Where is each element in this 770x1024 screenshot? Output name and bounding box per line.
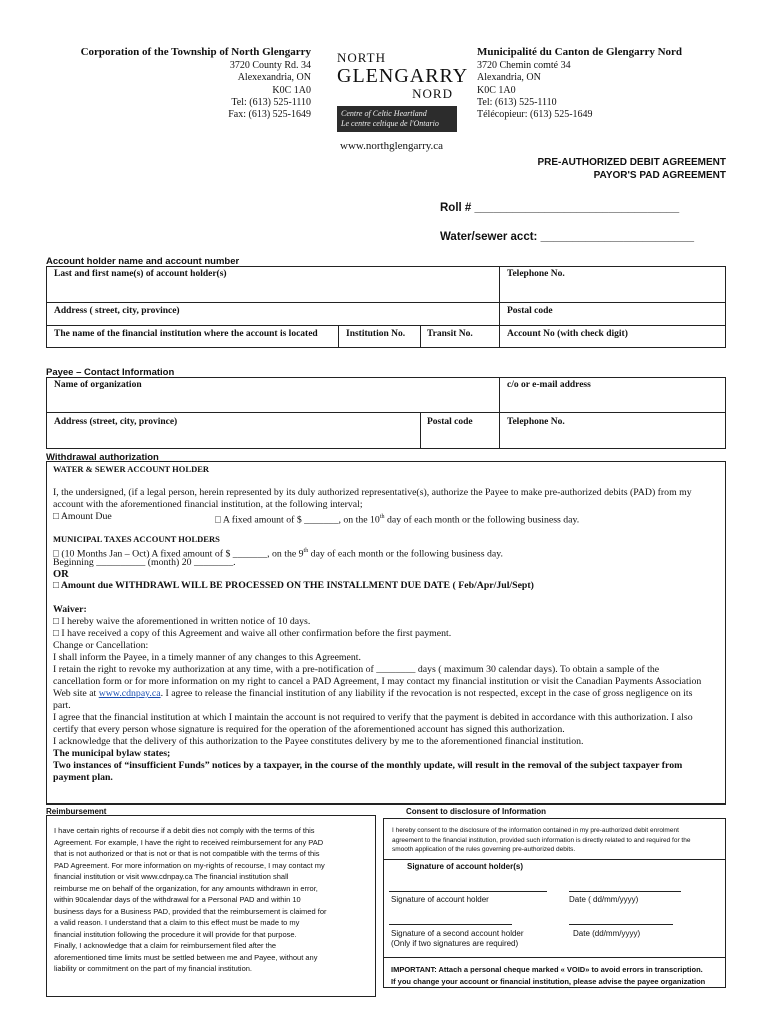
payee-section-label: Payee – Contact Information xyxy=(46,367,175,378)
ten-month-checkbox[interactable]: □ (10 Months Jan – Oct) A fixed amount of $ _______, on the 9th day of each month or the following business day. xyxy=(53,548,503,560)
payee-address-field[interactable]: Address (street, city, province) xyxy=(54,417,178,427)
address-line: Tel: (613) 525-1110 xyxy=(477,96,557,108)
logo-script-fr: Le centre celtique de l'Ontario xyxy=(341,119,439,128)
payee-organization-field[interactable]: Name of organization xyxy=(54,380,142,390)
text-line: Finally, I acknowledge that a claim for reimbursement filed after the xyxy=(54,941,277,950)
logo-script-banner xyxy=(337,106,457,132)
waiver-heading: Waiver: xyxy=(53,604,87,615)
signature-2-field[interactable]: Signature of a second account holder xyxy=(391,929,524,938)
consent-text xyxy=(392,826,690,855)
text-line: aforementioned time limits must be settled between me and Payee, without any xyxy=(54,952,318,962)
text-line: agreement to the financial institution, provided such information is directly related to and required for the xyxy=(392,836,691,844)
address-line: K0C 1A0 xyxy=(272,84,311,96)
signature-1-field[interactable]: Signature of account holder xyxy=(391,895,489,904)
consent-section-label: Consent to disclosure of Information xyxy=(406,807,547,816)
authorization-paragraph-2: account with the aforementioned financial institution, at the following interval; xyxy=(53,499,363,510)
installment-due-checkbox[interactable]: □ Amount due WITHDRAWL WILL BE PROCESSED ON THE INSTALLMENT DUE DATE ( Feb/Apr/Jul/Sept) xyxy=(53,580,534,591)
address-line: 3720 Chemin comté 34 xyxy=(477,60,571,72)
amount-due-checkbox[interactable]: □ Amount Due xyxy=(53,511,112,522)
text-line: financial institution following the procedure it will provide for that purpose. xyxy=(54,929,297,939)
withdrawal-section-label: Withdrawal authorization xyxy=(46,452,159,463)
authorization-paragraph-1: I, the undersigned, (if a legal person, herein represented by its duly authorized representative(s), authorize the Payee to make pre-authorized debits (PAD) from my xyxy=(53,487,692,498)
bylaw-line-1: Two instances of “insufficient Funds” notices by a taxpayer, in the course of the monthly update, will result in the removal of the subject taxpayer from xyxy=(53,760,683,771)
text-line: business days for a Business PAD, provided that the reimbursement is claimed for xyxy=(54,906,327,916)
text-line: I have certain rights of recourse if a debit dies not comply with the terms of this xyxy=(54,826,315,835)
municipalite-name: Municipalité du Canton de Glengarry Nord xyxy=(477,46,683,58)
text-line: I hereby consent to the disclosure of the information contained in my pre-authorized debit enrolment xyxy=(392,827,679,834)
payee-telephone-field[interactable]: Telephone No. xyxy=(507,417,565,427)
water-sewer-heading: WATER & SEWER ACCOUNT HOLDER xyxy=(53,464,210,474)
text-line: within 90calendar days of the withdrawal for a Personal PAD and within 10 xyxy=(54,895,301,904)
fixed-amount-checkbox[interactable]: □ A fixed amount of $ _______, on the 10th day of each month or the following business day. xyxy=(215,514,580,526)
municipal-taxes-heading: MUNICIPAL TAXES ACCOUNT HOLDERS xyxy=(53,534,220,544)
change-cancellation-heading: Change or Cancellation: xyxy=(53,640,149,651)
header-right-address xyxy=(477,46,757,121)
account-holder-postal-field[interactable]: Postal code xyxy=(507,306,553,316)
text-line xyxy=(53,688,692,700)
header-left-address xyxy=(0,46,311,121)
address-line: Fax: (613) 525-1649 xyxy=(228,109,311,121)
text-line: smooth application of the rules governing pre-authorized debits. xyxy=(392,846,576,853)
north-glengarry-logo xyxy=(337,50,469,132)
title-line-1: PRE-AUTHORIZED DEBIT AGREEMENT xyxy=(537,157,726,168)
financial-institution-name-field[interactable]: The name of the financial institution where the account is located xyxy=(54,329,318,339)
text-line: Agreement. For example, I have the right to received reimbursement for any PAD xyxy=(54,837,324,847)
text-line: a valid reason. I understand that a claim to this effect must be made to my xyxy=(54,918,300,927)
reimbursement-section-label: Reimbursement xyxy=(46,807,107,816)
text-line: I retain the right to revoke my authorization at any time, with a pre-notification of ________ days ( maximum 30 calendar days). To obtain a sample of the xyxy=(53,664,660,675)
address-line: K0C 1A0 xyxy=(477,84,516,96)
text-line: PAD Agreement. For more information on my-rights of recourse, I may contact my xyxy=(54,860,325,870)
document-title xyxy=(537,156,726,182)
text-line: I agree that the financial institution at which I maintain the account is not required to verify that the payment is debited in accordance with this authorization. I also xyxy=(53,712,693,723)
website-link[interactable]: www.northglengarry.ca xyxy=(340,140,444,152)
text-line: liability or commitment on the part of my financial institution. xyxy=(54,964,252,973)
date-2-field[interactable]: Date (dd/mm/yyyy) xyxy=(573,929,641,938)
text-line: cancellation form or for more information on my right to cancel a PAD Agreement, I may contact my financial institution or visit the Canadian Payments Association xyxy=(53,676,702,687)
beginning-month-field[interactable]: Beginning __________ (month) 20 ________. xyxy=(53,557,236,568)
text-fragment: Web site at xyxy=(53,688,99,699)
address-line: Alexandria, ON xyxy=(477,72,541,84)
payee-email-field[interactable]: c/o or e-mail address xyxy=(507,380,591,390)
text-line: I shall inform the Payee, in a timely manner of any changes to this Agreement. xyxy=(53,652,361,663)
logo-line-north: NORTH xyxy=(337,50,386,65)
text-line: financial institution or visit www.cdnpay.ca The financial institution shall xyxy=(54,872,289,881)
account-number-field[interactable]: Account No (with check digit) xyxy=(507,329,628,339)
transit-number-field[interactable]: Transit No. xyxy=(427,329,473,339)
payee-postal-field[interactable]: Postal code xyxy=(427,417,473,427)
account-holder-telephone-field[interactable]: Telephone No. xyxy=(507,269,565,279)
title-line-2: PAYOR'S PAD AGREEMENT xyxy=(593,170,726,181)
water-sewer-account-field[interactable]: Water/sewer acct: ________________________ xyxy=(440,231,695,243)
reimbursement-text xyxy=(54,825,327,975)
payee-table xyxy=(46,377,726,449)
text-line: certify that every person whose signature is required for the operation of the aforementioned account has signed this authorization. xyxy=(53,724,565,735)
or-label: OR xyxy=(53,569,69,580)
logo-line-glengarry: GLENGARRY xyxy=(337,65,469,87)
address-line: Télécopieur: (613) 525-1649 xyxy=(477,109,593,121)
township-name: Corporation of the Township of North Glengarry xyxy=(80,46,311,58)
important-notice xyxy=(391,964,705,988)
text-line: that is not authorized or that is not or that is not compatible with the terms of this xyxy=(54,849,320,858)
important-line-2: If you change your account or financial institution, please advise the payee organization xyxy=(391,977,706,986)
waiver-notice-checkbox[interactable]: □ I hereby waive the aforementioned in written notice of 10 days. xyxy=(53,616,311,627)
account-holder-address-field[interactable]: Address ( street, city, province) xyxy=(54,306,180,316)
text-line: reimburse me on behalf of the organization, for any amounts withdrawn in error, xyxy=(54,883,318,893)
logo-script-en: Centre of Celtic Heartland xyxy=(341,109,427,118)
account-holder-section-label: Account holder name and account number xyxy=(46,256,240,267)
cdnpay-link[interactable]: www.cdnpay.ca xyxy=(98,688,161,699)
bylaw-line-2: payment plan. xyxy=(53,772,113,783)
address-line: 3720 County Rd. 34 xyxy=(229,60,311,72)
address-line: Alexexandria, ON xyxy=(237,72,311,84)
signature-heading: Signature of account holder(s) xyxy=(407,862,524,871)
bylaw-heading: The municipal bylaw states; xyxy=(53,748,171,759)
logo-line-nord: NORD xyxy=(412,86,453,101)
roll-number-field[interactable]: Roll # ________________________________ xyxy=(440,202,680,214)
text-line: I acknowledge that the delivery of this authorization to the Payee constitutes delivery by me to the aforementioned financial institution. xyxy=(53,736,584,747)
text-line: part. xyxy=(53,700,71,711)
text-fragment: . I agree to release the financial institution of any liability if the revocation is not respected, except in the case of gross negligence on its xyxy=(160,688,693,699)
important-line-1: IMPORTANT: Attach a personal cheque marked « VOID» to avoid errors in transcription. xyxy=(391,965,703,974)
address-line: Tel: (613) 525-1110 xyxy=(231,96,311,108)
account-holder-names-field[interactable]: Last and first name(s) of account holder(s) xyxy=(54,269,227,279)
signature-2-note: (Only if two signatures are required) xyxy=(391,939,519,948)
waiver-copy-checkbox[interactable]: □ I have received a copy of this Agreement and waive all other confirmation before the first payment. xyxy=(53,628,452,639)
date-1-field[interactable]: Date ( dd/mm/yyyy) xyxy=(569,895,639,904)
institution-number-field[interactable]: Institution No. xyxy=(346,329,406,339)
